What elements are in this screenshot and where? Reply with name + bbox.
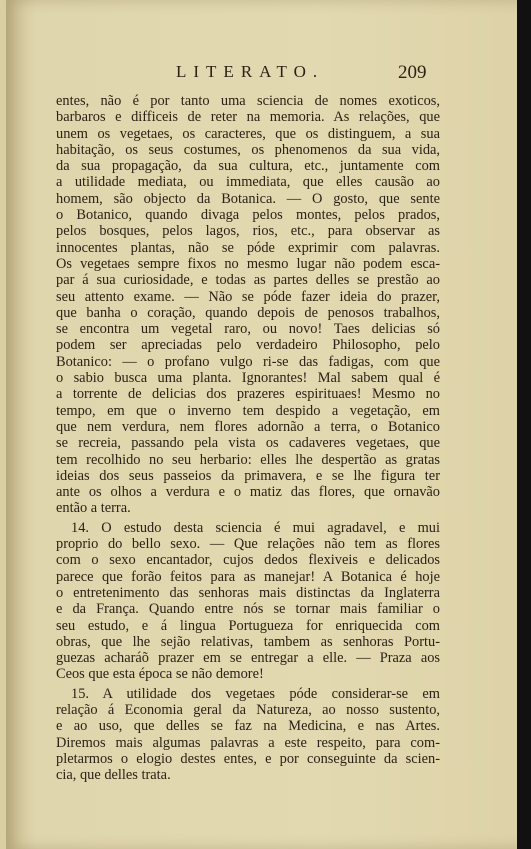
text-line: seu estudo, e á lingua Portugueza for enriquecida com xyxy=(56,617,440,634)
text-line: 14. O estudo desta sciencia é mui agradavel, e mui xyxy=(71,519,440,536)
book-page xyxy=(6,0,527,849)
text-line: Botanico: — o profano vulgo ri-se das fadigas, com que xyxy=(56,353,440,370)
text-line: seu attento exame. — Não se póde fazer ideia do prazer, xyxy=(56,288,440,305)
text-line: parece que forão feitos para as manejar! A Botanica é hoje xyxy=(56,568,440,585)
text-line: o entretenimento das senhoras mais distinctas da Inglaterra xyxy=(56,584,440,601)
text-line: podem ser apreciadas pelo verdadeiro Philosopho, pelo xyxy=(56,337,440,354)
text-line: e da França. Quando entre nós se tornar mais familiar o xyxy=(56,601,440,618)
text-line: proprio do bello sexo. — Que relações não tem as flores xyxy=(56,536,440,553)
text-line: se recreia, passando pela vista os cadaveres vegetaes, que xyxy=(56,435,440,452)
text-line: par á sua curiosidade, e todas as partes delles se prestão ao xyxy=(56,272,440,289)
text-line: 15. A utilidade dos vegetaes póde considerar-se em xyxy=(71,685,440,702)
body-text xyxy=(56,93,440,783)
text-line: pelos bosques, pelos lagos, rios, etc., para observar as xyxy=(56,223,440,240)
text-line: da sua propagação, da sua cultura, etc., juntamente com xyxy=(56,158,440,175)
text-line: unem os vegetaes, os caracteres, que os distinguem, a sua xyxy=(56,125,440,142)
paragraph-1 xyxy=(56,93,440,517)
text-line: e ao uso, que delles se faz na Medicina, e nas Artes. xyxy=(56,718,440,735)
text-line: relação á Economia geral da Natureza, ao nosso sustento, xyxy=(56,701,440,718)
page-header xyxy=(6,62,527,88)
text-line: que nem verdura, nem flores adornão a terra, o Botanico xyxy=(56,418,440,435)
text-line: tempo, em que o inverno tem despido a vegetação, em xyxy=(56,402,440,419)
text-line: o sabio busca uma planta. Ignorantes! Mal sabem qual é xyxy=(56,370,440,387)
page-number: 209 xyxy=(398,62,427,83)
text-line: tem recolhido no seu herbario: elles lhe despertão as gratas xyxy=(56,451,440,468)
text-line: Os vegetaes sempre fixos no mesmo lugar não podem esca- xyxy=(56,255,440,272)
text-line: ideias dos seus passeios da primavera, e se lhe figura ter xyxy=(56,467,440,484)
text-line: Diremos mais algumas palavras a este respeito, para com- xyxy=(56,734,440,751)
text-line: homem, são objecto da Botanica. — O gosto, que sente xyxy=(56,190,440,207)
text-line: entes, não é por tanto uma sciencia de nomes exoticos, xyxy=(56,93,440,109)
paragraph-15 xyxy=(56,686,440,784)
scan-edge-bar xyxy=(517,0,531,849)
text-line: que banha o coração, quando depois de penosos trabalhos, xyxy=(56,304,440,321)
running-head: LITERATO. xyxy=(176,62,325,81)
text-line: innocentes plantas, não se póde exprimir com palavras. xyxy=(56,239,440,256)
paragraph-14 xyxy=(56,520,440,683)
text-line: pletarmos o elogio destes entes, e por conseguinte da scien- xyxy=(56,750,440,767)
text-line: obras, que lhe sejão relativas, tambem as senhoras Portu- xyxy=(56,633,440,650)
text-line: a torrente de delicias dos prazeres espirituaes! Mesmo no xyxy=(56,386,440,403)
text-line: habitação, os seus costumes, os phenomenos da sua vida, xyxy=(56,141,440,158)
text-line: então a terra. xyxy=(56,500,131,517)
text-line: a utilidade mediata, ou immediata, que elles causão ao xyxy=(56,174,440,191)
text-line: com o sexo encantador, cujos dedos flexiveis e delicados xyxy=(56,552,440,569)
text-line: cia, que delles trata. xyxy=(56,767,171,784)
text-line: guezas acharáõ prazer em se entregar a elle. — Praza aos xyxy=(56,650,440,667)
text-line: se encontra um vegetal raro, ou novo! Taes delicias só xyxy=(56,321,440,338)
text-line: barbaros e difficeis de reter na memoria. As relações, que xyxy=(56,109,440,126)
text-line: ante os olhos a verdura e o matiz das flores, que ornavão xyxy=(56,484,440,501)
text-line: Ceos que esta época se não demore! xyxy=(56,666,264,683)
text-line: o Botanico, quando divaga pelos montes, pelos prados, xyxy=(56,207,440,224)
